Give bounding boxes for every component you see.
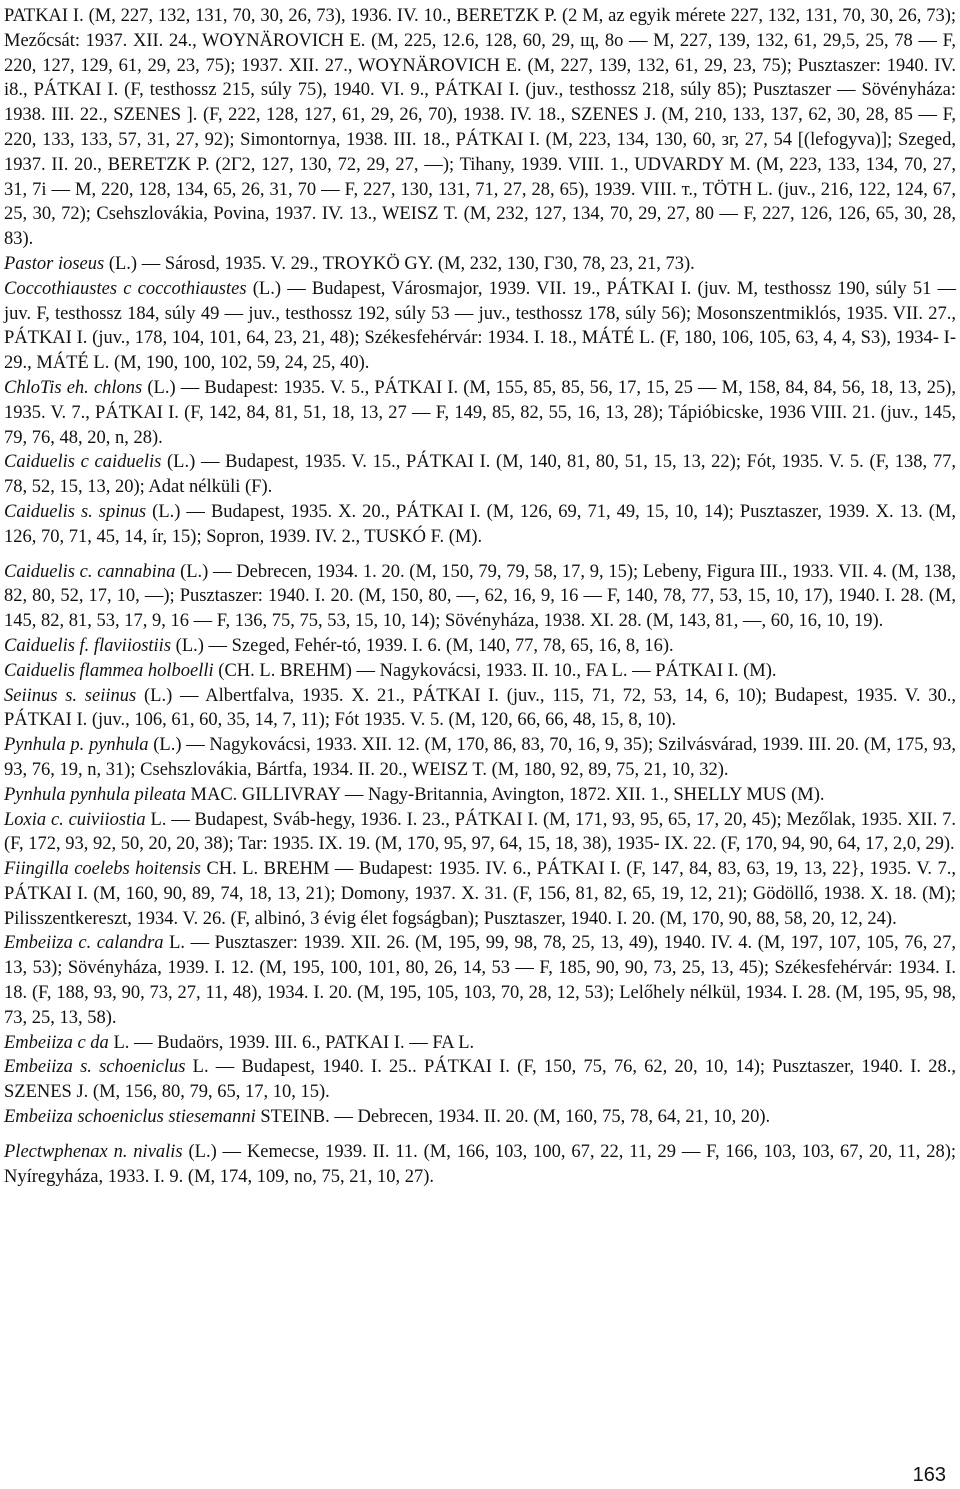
species-entries <box>4 4 956 1189</box>
entry-text: STEINB. — Debrecen, 1934. II. 20. (M, 160, 75, 78, 64, 21, 10, 20). <box>260 1107 771 1128</box>
species-name: Caiduelis f. flaviiostiis <box>4 635 172 656</box>
species-entry <box>4 1055 956 1105</box>
species-name: Embeiiza c. calandra <box>4 933 164 954</box>
species-name: Plectwphenax n. nivalis <box>4 1141 183 1162</box>
species-entry <box>4 808 956 858</box>
species-name: Pastor ioseus <box>4 253 105 274</box>
species-entry <box>4 857 956 931</box>
species-name: Loxia c. cuiviiostia <box>4 809 146 830</box>
species-entry <box>4 4 956 252</box>
entry-text: (L.) — Budapest, 1935. V. 15., PÁTKAI I. (M, 140, 81, 80, 51, 15, 13, 22); Fót, 1935. V. 5. (F, 138, 77, 78, 52, 15, 13, 20); Adat nélküli (F). <box>4 452 956 498</box>
species-name: Embeiiza s. schoeniclus <box>4 1057 186 1078</box>
entry-text: (CH. L. BREHM) — Nagykovácsi, 1933. II. 10., FA L. — PÁTKAI I. (M). <box>218 660 777 681</box>
entry-text: (L.) — Albertfalva, 1935. X. 21., PÁTKAI I. (juv., 115, 71, 72, 53, 14, 6, 10); Budapest, 1935. V. 30., PÁTKAI I. (juv., 106, 61, 60, 35, 14, 7, 11); Fót 1935. V. 5. (M, 120, 66, 66, 48, 15, 8, 10). <box>4 685 957 731</box>
species-entry <box>4 252 956 277</box>
entry-text: (L.) — Debrecen, 1934. 1. 20. (M, 150, 79, 79, 58, 17, 9, 15); Lebeny, Figura III., 1933. VII. 4. (M, 138, 82, 80, 52, 17, 10, —); Pusztaszer: 1940. I. 20. (M, 150, 80, —, 62, 16, 9, 16 — F, 140, 78, 77, 53, 15, 10, 17), 1940. I. 28. (M, 145, 82, 81, 53, 17, 9, 16 — F, 136, 75, 75, 53, 15, 10, 14); Sövényháza, 1938. XI. 28. (M, 143, 81, —, 60, 16, 10, 19). <box>4 561 957 632</box>
entry-text: (L.) — Nagykovácsi, 1933. XII. 12. (M, 170, 86, 83, 70, 16, 9, 35); Szilvásvárad, 1939. III. 20. (M, 175, 93, 93, 76, 19, n, 31); Csehszlovákia, Bártfa, 1934. II. 20., WEISZ T. (M, 180, 92, 89, 75, 21, 10, 32). <box>4 735 956 780</box>
species-entry <box>4 277 956 376</box>
species-name: Fiingilla coelebs hoitensis <box>4 859 201 880</box>
entry-text: L. — Pusztaszer: 1939. XII. 26. (M, 195, 99, 98, 78, 25, 13, 49), 1940. IV. 4. (M, 197, 107, 105, 76, 27, 13, 53); Sövényháza, 1939. I. 12. (M, 195, 100, 101, 80, 26, 14, 53 — F, 185, 90, 90, 73, 25, 13, 45); Székesfehérvár: 1934. I. 18. (F, 188, 93, 90, 73, 27, 11, 48), 1934. I. 20. (M, 195, 105, 103, 70, 28, 12, 53); Lelőhely nélkül, 1934. I. 28. (M, 195, 95, 98, 73, 25, 13, 58). <box>4 933 956 1028</box>
species-name: Coccothiaustes c coccothiaustes <box>4 278 247 299</box>
species-name: Caiduelis s. spinus <box>4 501 147 522</box>
species-entry <box>4 684 956 734</box>
species-entry <box>4 733 956 783</box>
entry-text: L. — Budapest, 1940. I. 25.. PÁTKAI I. (F, 150, 75, 76, 62, 20, 10, 14); Pusztaszer, 1940. I. 28., SZENES J. (M, 156, 80, 79, 65, 17, 10, 15). <box>4 1057 956 1103</box>
entry-text: MAC. GILLIVRAY — Nagy-Britannia, Avington, 1872. XII. 1., SHELLY MUS (M). <box>190 784 825 805</box>
species-name: Pynhula p. pynhula <box>4 735 149 756</box>
species-entry <box>4 560 956 634</box>
entry-text: L. — Budapest, Sváb-hegy, 1936. I. 23., PÁTKAI I. (M, 171, 93, 95, 65, 17, 20, 45); Mezőlak, 1935. XII. 7. (F, 172, 93, 92, 50, 20, 20, 38); Tar: 1935. IX. 19. (M, 170, 95, 97, 64, 15, 18, 38), 1935- IX. 22. (F, 170, 94, 90, 64, 17, 2,0, 29). <box>4 809 956 855</box>
entry-text: L. — Budaörs, 1939. III. 6., PATKAI I. — FA L. <box>113 1032 475 1053</box>
entry-text: (L.) — Budapest: 1935. V. 5., PÁTKAI I. (M, 155, 85, 85, 56, 17, 15, 25 — M, 158, 84, 84, 56, 18, 13, 25), 1935. V. 7., PÁTKAI I. (F, 142, 84, 81, 51, 18, 13, 27 — F, 149, 85, 82, 55, 16, 13, 28); Tápióbicske, 1936 VIII. 21. (juv., 145, 79, 76, 48, 20, n, 28). <box>4 377 956 448</box>
species-name: Caiduelis c. cannabina <box>4 561 176 582</box>
species-entry <box>4 376 956 450</box>
entry-text: (L.) — Sárosd, 1935. V. 29., TROYKÖ GY. (M, 232, 130, Г30, 78, 23, 21, 73). <box>108 253 695 274</box>
species-name: Seiinus s. seiinus <box>4 685 137 706</box>
entry-text: (L.) — Budapest, Városmajor, 1939. VII. 19., PÁTKAI I. (juv. M, testhossz 190, súly 51 — juv. F, testhossz 184, súly 49 — juv., testhossz 192, súly 53 — juv., testhossz 178, súly 56); Mosonszentmiklós, 1935. VII. 27., PÁTKAI I. (juv., 178, 104, 101, 64, 23, 21, 48); Székesfehérvár: 1934. I. 18., MÁTÉ L. (F, 180, 106, 105, 63, 4, 4, S3), 1934- I- 29., MÁTÉ L. (M, 190, 100, 102, 59, 24, 25, 40). <box>4 278 957 374</box>
species-entry <box>4 1031 956 1056</box>
entry-text: CH. L. BREHM — Budapest: 1935. IV. 6., PÁTKAI I. (F, 147, 84, 83, 63, 19, 13, 22}, 1935. V. 7., PÁTKAI I. (M, 160, 90, 89, 74, 18, 13, 21); Domony, 1937. X. 31. (F, 156, 81, 82, 65, 19, 12, 21); Gödöllő, 1938. X. 18. (M); Pilisszentkereszt, 1934. V. 26. (F, albinó, 3 évig élet fogságban); Pusztaszer, 1940. I. 20. (M, 170, 90, 88, 58, 20, 12, 24). <box>4 859 956 929</box>
species-name: Caiduelis flammea holboelli <box>4 660 214 681</box>
species-name: Embeiiza schoeniclus stiesemanni <box>4 1107 256 1128</box>
entry-text: (L.) — Kemecse, 1939. II. 11. (M, 166, 103, 100, 67, 22, 11, 29 — F, 166, 103, 103, 67, 20, 11, 28); Nyíregyháza, 1933. I. 9. (M, 174, 109, no, 75, 21, 10, 27). <box>4 1141 957 1187</box>
entry-text: (L.) — Budapest, 1935. X. 20., PÁTKAI I. (M, 126, 69, 71, 49, 15, 10, 14); Pusztaszer, 1939. X. 13. (M, 126, 70, 71, 45, 14, ír, 15); Sopron, 1939. IV. 2., TUSKÓ F. (M). <box>4 501 956 547</box>
species-name: Pynhula pynhula pileata <box>4 784 186 805</box>
entry-text: PATKAI I. (M, 227, 132, 131, 70, 30, 26, 73), 1936. IV. 10., BERETZK P. (2 M, az egyik mérete 227, 132, 131, 70, 30, 26, 73); Mezőcsát: 1937. XII. 24., WOYNÄROVICH E. (M, 225, 12.6, 128, 60, 29, щ, 8o — M, 227, 139, 132, 61, 29,5, 25, 78 — F, 220, 127, 129, 61, 29, 23, 75); 1937. XII. 27., WOYNÄROVICH E. (M, 227, 139, 132, 61, 29, 23, 75); Pusztaszer: 1940. IV. i8., PÁTKAI I. (F, testhossz 215, súly 75), 1940. VI. 9., PÁTKAI I. (juv., testhossz 218, súly 85); Pusztaszer — Sövényháza: 1938. III. 22., SZENES ]. (F, 222, 128, 127, 61, 29, 26, 70), 1938. IV. 18., SZENES J. (M, 210, 133, 137, 62, 30, 28, 85 — F, 220, 133, 133, 57, 31, 27, 92); Simontornya, 1938. III. 18., PÁTKAI I. (M, 223, 134, 130, 60, зг, 27, 54 [(lefogyva)]; Szeged, 1937. II. 20., BERETZK P. (2Г2, 127, 130, 72, 29, 27, —); Tihany, 1939. VIII. 1., UDVARDY M. (M, 223, 133, 134, 70, 27, 31, 7i — M, 220, 128, 134, 65, 26, 31, 70 — F, 227, 130, 131, 71, 27, 28, 65), 1939. VIII. т., TÖTH L. (juv., 216, 122, 124, 67, 25, 30, 72); Csehszlovákia, Povina, 1937. IV. 13., WEISZ T. (M, 232, 127, 134, 70, 29, 27, 80 — F, 227, 126, 126, 65, 30, 28, 83). <box>4 6 956 250</box>
species-entry <box>4 634 956 659</box>
species-entry <box>4 659 956 684</box>
species-entry <box>4 450 956 500</box>
species-entry <box>4 931 956 1030</box>
species-entry <box>4 1140 956 1190</box>
species-entry <box>4 783 956 808</box>
species-entry <box>4 500 956 550</box>
page-number: 163 <box>912 1464 946 1486</box>
species-name: Embeiiza c da <box>4 1032 109 1053</box>
species-entry <box>4 1105 956 1130</box>
entry-text: (L.) — Szeged, Fehér-tó, 1939. I. 6. (M, 140, 77, 78, 65, 16, 8, 16). <box>175 635 674 656</box>
species-name: Caiduelis c caiduelis <box>4 452 162 473</box>
species-name: ChloTis eh. chlons <box>4 377 143 398</box>
